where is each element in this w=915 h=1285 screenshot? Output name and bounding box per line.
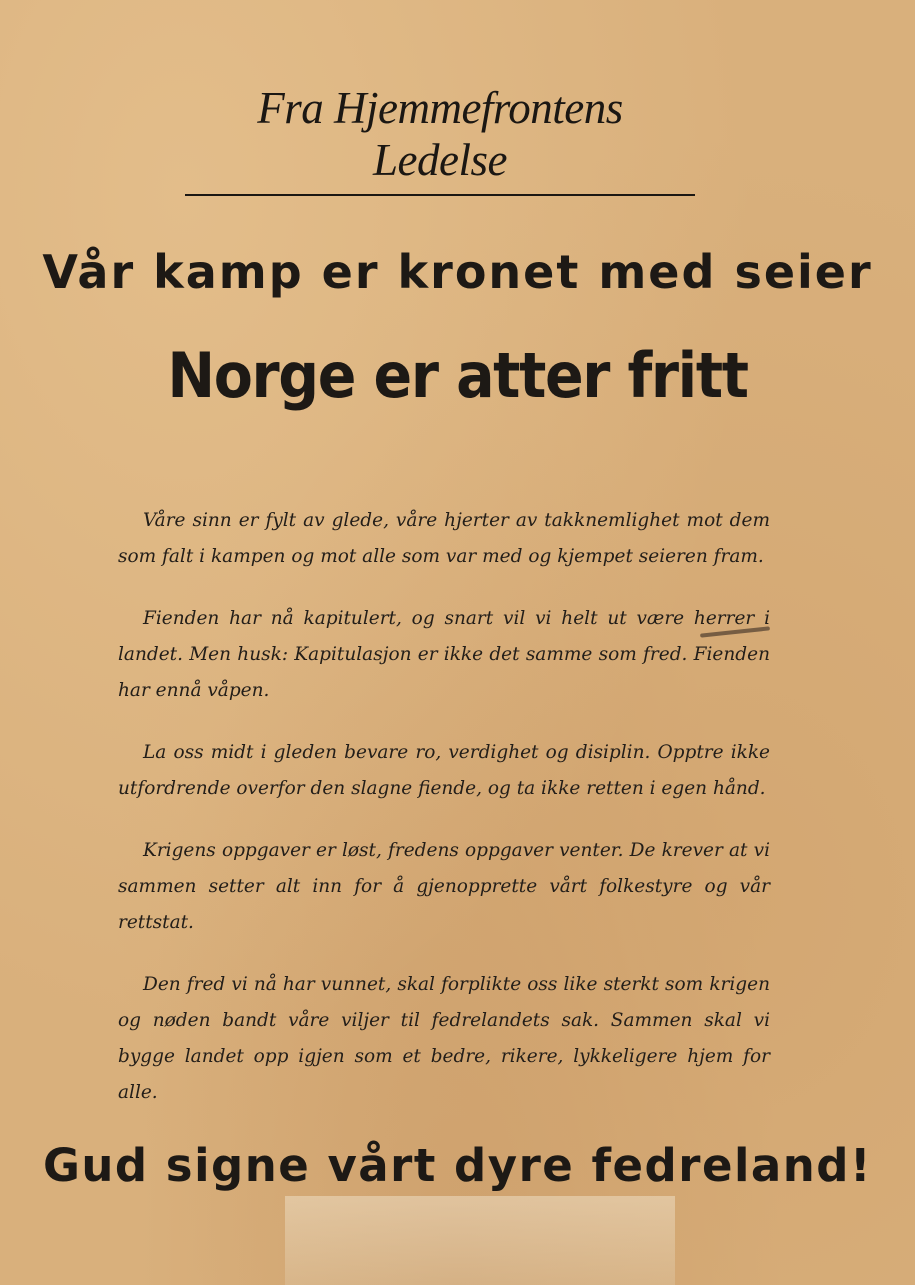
paragraph-2: Fienden har nå kapitulert, og snart vil vi helt ut være herrer i landet. Men husk: Kapitulasjon er ikke det samme som fred. Fienden har ennå våpen.: [118, 608, 770, 701]
tape-residue: [285, 1196, 675, 1285]
closing-line: Gud signe vårt dyre fedreland!: [42, 1139, 873, 1192]
paragraph-5: Den fred vi nå har vunnet, skal forplikte oss like sterkt som krigen og nøden bandt våre viljer til fedrelandets sak. Sammen skal vi bygge landet opp igjen som et bedre, rikere, lykkeligere hjem for alle.: [118, 974, 770, 1103]
header-title: Fra Hjemmefrontens Ledelse: [257, 83, 623, 185]
paragraph-3: La oss midt i gleden bevare ro, verdighet og disiplin. Opptre ikke utfordrende overfor den slagne fiende, og ta ikke retten i egen hånd.: [118, 742, 770, 799]
headline-primary: Vår kamp er kronet med seier: [42, 245, 873, 299]
paragraph-4: Krigens oppgaver er løst, fredens oppgaver venter. De krever at vi sammen setter alt inn for å gjenopprette vårt folkestyre og vår rettstat.: [118, 840, 770, 933]
poster-body: [118, 503, 770, 1137]
poster-header: [185, 82, 695, 196]
headline-secondary: Norge er atter fritt: [167, 339, 748, 412]
paragraph-1: Våre sinn er fylt av glede, våre hjerter av takknemlighet mot dem som falt i kampen og mot alle som var med og kjempet seieren fram.: [118, 510, 770, 567]
header-underline: [185, 194, 695, 196]
